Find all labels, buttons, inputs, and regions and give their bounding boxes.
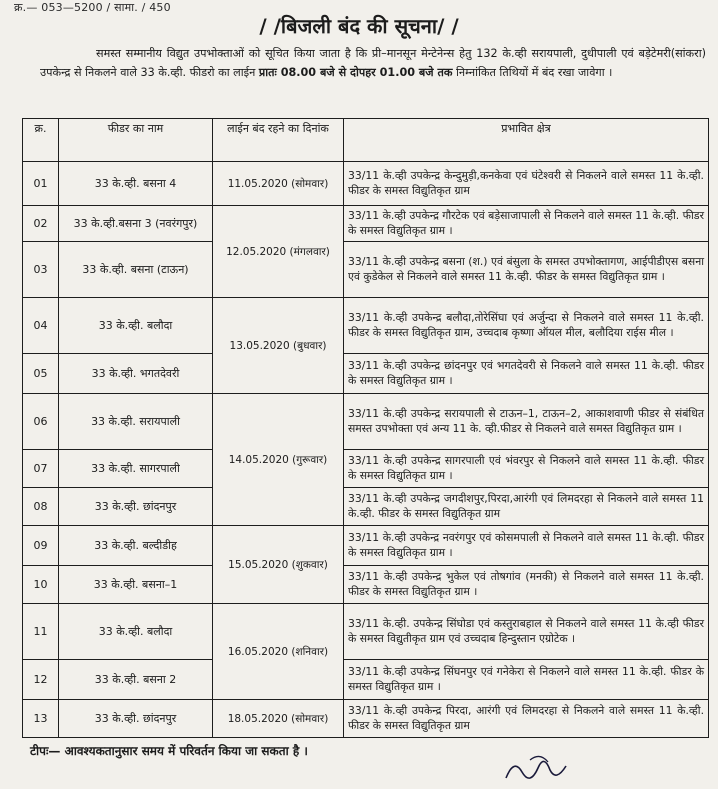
row-date: 12.05.2020 (मंगलवार): [213, 206, 344, 298]
row-serial: 10: [23, 566, 59, 604]
header-area: प्रभावित क्षेत्र: [344, 119, 709, 162]
header-date: लाईन बंद रहने का दिनांक: [213, 119, 344, 162]
row-serial: 11: [23, 604, 59, 660]
table-row: [23, 298, 709, 354]
row-date: 16.05.2020 (शनिवार): [213, 604, 344, 700]
row-feeder: 33 के.व्ही. बसना 2: [59, 660, 213, 700]
row-feeder: 33 के.व्ही.बसना 3 (नवरंगपुर): [59, 206, 213, 242]
row-area: 33/11 के.व्ही उपकेन्द्र नवरंगपुर एवं कोसमपाली से निकलने वाले समस्त 11 के.व्ही. फीडर के समस्त विद्युतिकृत ग्राम ।: [344, 526, 709, 566]
row-serial: 06: [23, 394, 59, 450]
row-serial: 04: [23, 298, 59, 354]
row-serial: 08: [23, 488, 59, 526]
row-area: 33/11 के.व्ही उपकेन्द्र सिंघनपुर एवं गनेकेरा से निकलने वाले समस्त 11 के.व्ही. फीडर के समस्त विद्युतिकृत ग्राम ।: [344, 660, 709, 700]
row-area: 33/11 के.व्ही उपकेन्द्र छांदनपुर एवं भगतदेवरी से निकलने वाले समस्त 11 के.व्ही. फीडर के समस्त विद्युतिकृत ग्राम ।: [344, 354, 709, 394]
outage-table: [22, 118, 709, 738]
header-serial: क्र.: [23, 119, 59, 162]
row-serial: 13: [23, 700, 59, 738]
intro-text-1: समस्त सम्मानीय विद्युत उपभोक्ताओं को सूचित किया जाता है कि प्री–मानसून मेन्टेनेन्स हेतु 132 के.व्ही सरायपाली, दुधीपाली एवं बड़ेटेमरी(सांकरा) उपकेन्द्र से निकलने वाले 33 के.व्ही. फीडरो का लाईन: [40, 47, 706, 79]
row-area: 33/11 के.व्ही उपकेन्द्र भुकेल एवं तोषगांव (मनकी) से निकलने वाले समस्त 11 के.व्ही. फीडर के समस्त विद्युतिकृत ग्राम ।: [344, 566, 709, 604]
table-row: [23, 604, 709, 660]
row-serial: 03: [23, 242, 59, 298]
row-area: 33/11 के.व्ही उपकेन्द्र गौरटेक एवं बड़ेसाजापाली से निकलने वाले समस्त 11 के.व्ही. फीडर के समस्त विद्युतिकृत ग्राम ।: [344, 206, 709, 242]
table-row: [23, 526, 709, 566]
row-serial: 09: [23, 526, 59, 566]
footnote: टीपः— आवश्यकतानुसार समय में परिवर्तन किया जा सकता है ।: [30, 744, 308, 758]
row-serial: 05: [23, 354, 59, 394]
table-row: [23, 206, 709, 242]
row-area: 33/11 के.व्ही उपकेन्द्र सरायपाली से टाऊन–1, टाऊन–2, आकाशवाणी फीडर से संबंधित समस्त उपभोक्ता एवं अन्य 11 के. व्ही.फीडर से निकलने वाले समस्त विद्युतिकृत ग्राम ।: [344, 394, 709, 450]
row-feeder: 33 के.व्ही. छांदनपुर: [59, 700, 213, 738]
row-feeder: 33 के.व्ही. बल्दीडीह: [59, 526, 213, 566]
row-area: 33/11 के.व्ही उपकेन्द्र जगदीशपुर,पिरदा,आरंगी एवं लिमदरहा से निकलने वाले समस्त 11 के.व्ही. फीडर के समस्त विद्युतिकृत ग्राम: [344, 488, 709, 526]
intro-time-bold: प्रातः 08.00 बजे से दोपहर 01.00 बजे तक: [258, 66, 453, 79]
row-serial: 02: [23, 206, 59, 242]
intro-paragraph: [40, 44, 706, 82]
header-feeder: फीडर का नाम: [59, 119, 213, 162]
row-area: 33/11 के.व्ही उपकेन्द्र केन्दुमुड़ी,कनकेवा एवं घंटेश्वरी से निकलने वाले समस्त 11 के.व्ही. फीडर के समस्त विद्युतिकृत ग्राम: [344, 162, 709, 206]
row-date: 14.05.2020 (गुरूवार): [213, 394, 344, 526]
row-serial: 07: [23, 450, 59, 488]
row-serial: 01: [23, 162, 59, 206]
table-row: [23, 488, 709, 526]
row-feeder: 33 के.व्ही. बलौदा: [59, 604, 213, 660]
row-feeder: 33 के.व्ही. सागरपाली: [59, 450, 213, 488]
table-row: [23, 394, 709, 450]
intro-text-2: निम्नांकित तिथियों में बंद रखा जावेगा ।: [452, 66, 613, 79]
row-feeder: 33 के.व्ही. भगतदेवरी: [59, 354, 213, 394]
table-row: [23, 700, 709, 738]
row-feeder: 33 के.व्ही. बलौदा: [59, 298, 213, 354]
row-feeder: 33 के.व्ही. बसना (टाऊन): [59, 242, 213, 298]
row-serial: 12: [23, 660, 59, 700]
row-feeder: 33 के.व्ही. बसना–1: [59, 566, 213, 604]
table-row: [23, 242, 709, 298]
row-area: 33/11 के.व्ही. उपकेन्द्र सिंघोडा एवं कस्तुराबहाल से निकलने वाले समस्त 11 के.व्ही फीडर के समस्त विद्युतीकृत ग्राम एवं उच्चदाब हिन्दुस्तान एग्रोटेक ।: [344, 604, 709, 660]
table-row: [23, 450, 709, 488]
notice-title: / /बिजली बंद की सूचना/ /: [259, 14, 459, 38]
row-area: 33/11 के.व्ही उपकेन्द्र पिरदा, आरंगी एवं लिमदरहा से निकलने वाले समस्त 11 के.व्ही. फीडर के समस्त विद्युतिकृत ग्राम: [344, 700, 709, 738]
reference-number: क्र.— 053—5200 / सामा. / 450: [14, 1, 171, 14]
row-area: 33/11 के.व्ही उपकेन्द्र बसना (श.) एवं बंसुला के समस्त उपभोक्तागण, आईपीडीएस बसना एवं कुडेकेल से निकलने वाले समस्त 11 के.व्ही. फीडर के समस्त विद्युतिकृत ग्राम ।: [344, 242, 709, 298]
row-feeder: 33 के.व्ही. सरायपाली: [59, 394, 213, 450]
table-row: [23, 162, 709, 206]
row-date: 18.05.2020 (सोमवार): [213, 700, 344, 738]
row-feeder: 33 के.व्ही. बसना 4: [59, 162, 213, 206]
row-area: 33/11 के.व्ही उपकेन्द्र बलौदा,तोरेसिंघा एवं अर्जुन्दा से निकलने वाले समस्त 11 के.व्ही. फीडर के समस्त विद्युतिकृत ग्राम, उच्चदाब कृष्णा ऑयल मील, बलौदिया राईस मील ।: [344, 298, 709, 354]
row-date: 11.05.2020 (सोमवार): [213, 162, 344, 206]
row-area: 33/11 के.व्ही उपकेन्द्र सागरपाली एवं भंवरपुर से निकलने वाले समस्त 11 के.व्ही. फीडर के समस्त विद्युतिकृत ग्राम ।: [344, 450, 709, 488]
row-date: 15.05.2020 (शुकवार): [213, 526, 344, 604]
row-date: 13.05.2020 (बुधवार): [213, 298, 344, 394]
table-row: [23, 354, 709, 394]
table-row: [23, 660, 709, 700]
signature-mark: [500, 748, 580, 788]
table-row: [23, 566, 709, 604]
table-header-row: [23, 119, 709, 162]
row-feeder: 33 के.व्ही. छांदनपुर: [59, 488, 213, 526]
